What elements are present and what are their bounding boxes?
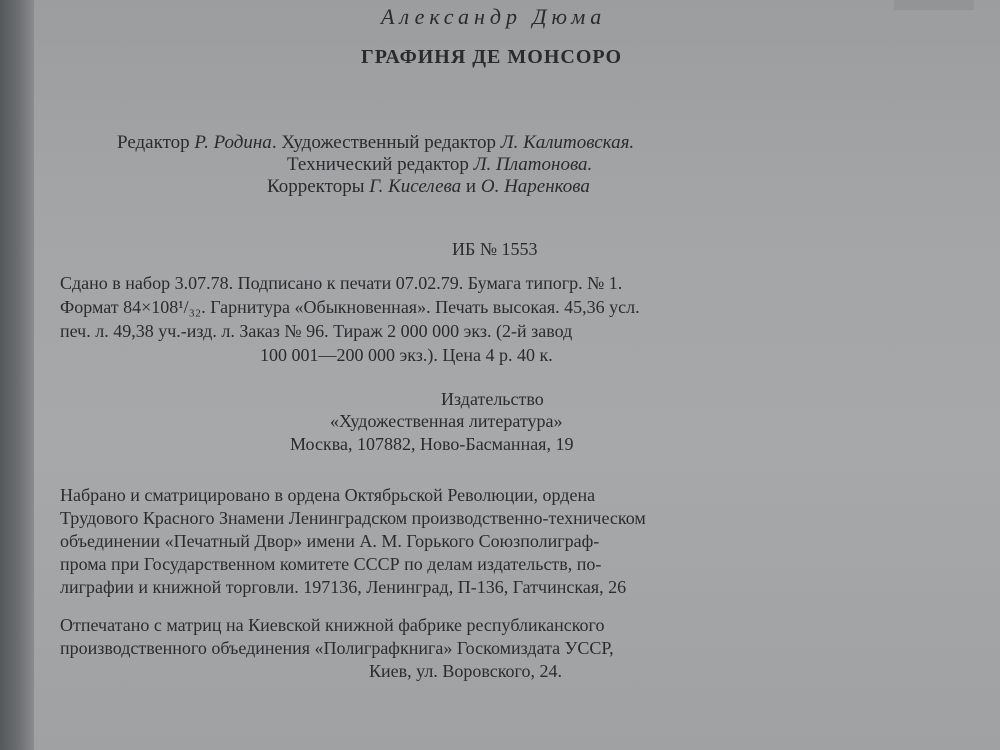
printing-line: производственного объединения «Полиграфкнига» Госкомиздата УССР, — [60, 638, 614, 658]
publisher-address: Москва, 107882, Ново-Басманная, 19 — [290, 434, 574, 454]
publisher-label: Издательство — [441, 389, 544, 409]
proofreader-name: О. Наренкова — [480, 176, 590, 197]
previous-page-bleed — [894, 0, 974, 10]
typesetting-line: Набрано и сматрицировано в ордена Октябрьской Революции, ордена — [60, 485, 596, 505]
technical-editor-name: Л. Платонова. — [473, 154, 593, 175]
print-details-line: Формат 84×108¹/₃₂. Гарнитура «Обыкновенная». Печать высокая. 45,36 усл. — [60, 297, 640, 317]
print-details-line: Сдано в набор 3.07.78. Подписано к печати 07.02.79. Бумага типогр. № 1. — [60, 273, 623, 293]
credit-label: . Художественный редактор — [271, 132, 501, 153]
proofreader-name: Г. Киселева — [369, 176, 462, 197]
typesetting-line: прома при Государственном комитете СССР по делам издательств, по- — [60, 554, 602, 574]
typesetting-line: лиграфии и книжной торговли. 197136, Ленинград, П-136, Гатчинская, 26 — [60, 577, 627, 597]
art-editor-name: Л. Калитовская. — [500, 132, 635, 153]
editor-name: Р. Родина — [194, 132, 272, 153]
credit-label: Технический редактор — [287, 154, 474, 175]
credits-line-technical — [287, 154, 592, 176]
print-details-line: печ. л. 49,38 уч.-изд. л. Заказ № 96. Тираж 2 000 000 экз. (2-й завод — [60, 321, 573, 341]
book-title: ГРАФИНЯ ДЕ МОНСОРО — [361, 46, 623, 68]
typesetting-line: Трудового Красного Знамени Ленинградском производственно-техническом — [60, 508, 646, 528]
credits-line-proofreaders — [267, 176, 590, 198]
ib-number: ИБ № 1553 — [452, 239, 538, 259]
typesetting-line: объединении «Печатный Двор» имени А. М. Горького Союзполиграф- — [60, 531, 600, 551]
author-name: Александр Дюма — [381, 4, 607, 29]
book-spine-edge — [0, 0, 34, 750]
credit-label: Редактор — [117, 132, 195, 153]
credit-label: Корректоры — [267, 176, 370, 197]
credit-label: и — [461, 176, 481, 197]
credits-line-editors — [117, 132, 634, 154]
printing-line: Отпечатано с матриц на Киевской книжной фабрике республиканского — [60, 615, 605, 635]
publisher-name: «Художественная литература» — [330, 411, 563, 431]
printing-line: Киев, ул. Воровского, 24. — [369, 661, 562, 681]
print-details-line: 100 001—200 000 экз.). Цена 4 р. 40 к. — [260, 345, 553, 365]
